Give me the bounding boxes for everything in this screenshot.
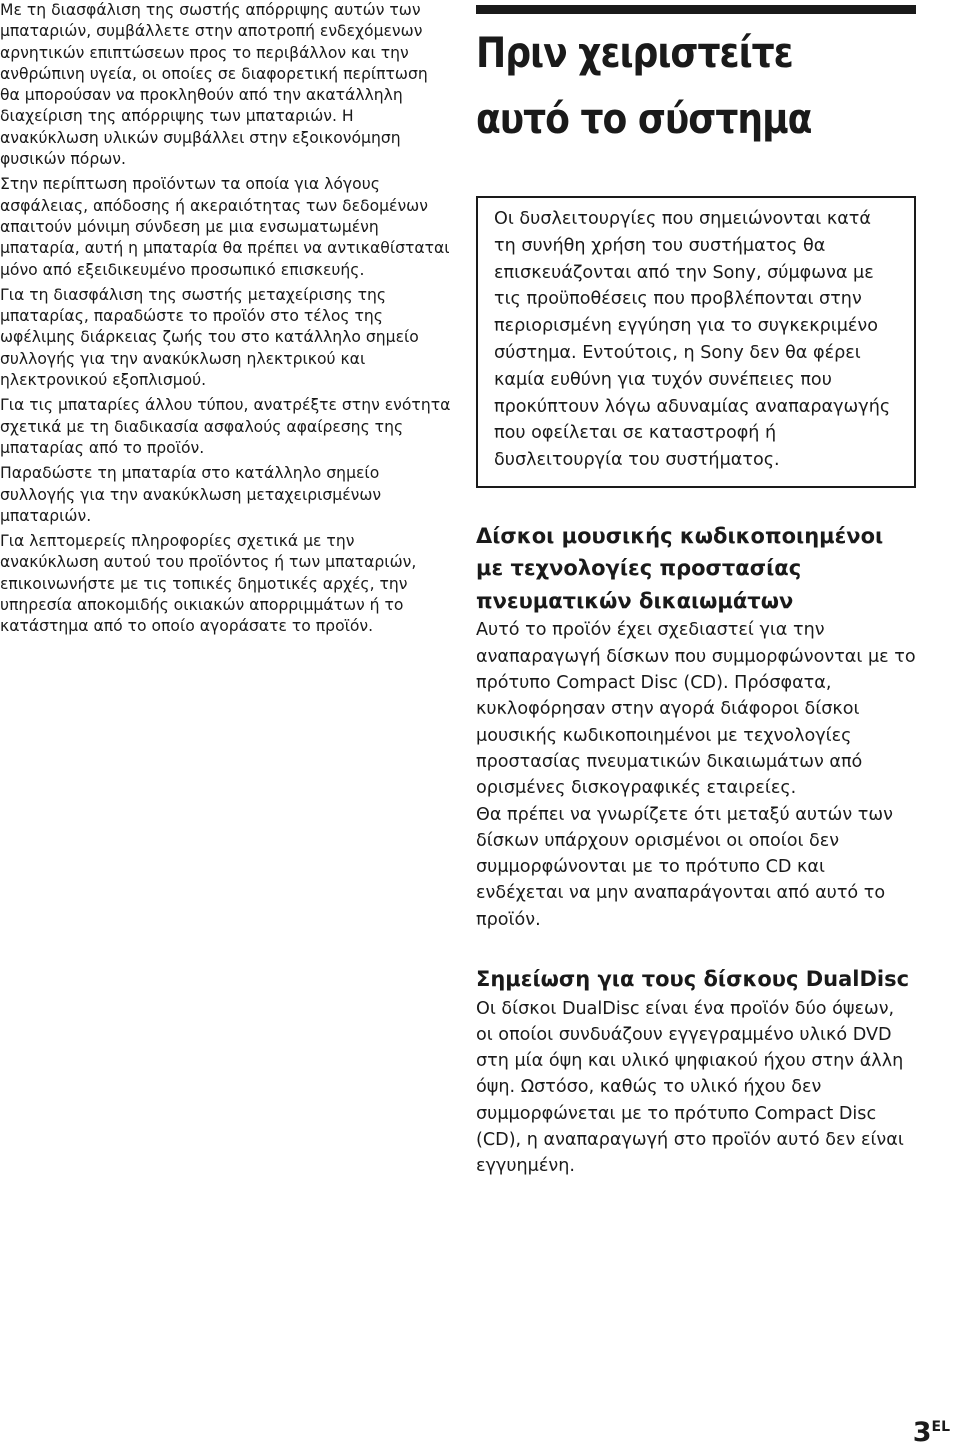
dualdisc-paragraph: Οι δίσκοι DualDisc είναι ένα προϊόν δύο όψεων, οι οποίοι συνδυάζουν εγγεγραμμένο υλικό DVD στη μία όψη και υλικό ψηφιακού ήχου στην άλλη όψη. Ωστόσο, καθώς το υλικό ήχου δεν συμμορφώνεται με το πρότυπο Compact Disc (CD), η αναπαραγωγή στο προϊόν αυτό δεν είναι εγγυημένη. [476,998,904,1177]
recycling-info-paragraph: Για λεπτομερείς πληροφορίες σχετικά με την ανακύκλωση αυτού του προϊόντος ή των μπαταριών, επικοινωνήστε με τις τοπικές δημοτικές αρχές, την υπηρεσία αποκομιδής οικιακών απορριμμάτων ή το κατάστημα από το οποίο αγοράσατε το προϊόν. [0,532,417,636]
language-code: EL [931,1419,950,1435]
copyright-discs-section [476,520,916,933]
dualdisc-section [476,963,916,1180]
other-battery-types-paragraph: Για τις μπαταρίες άλλου τύπου, ανατρέξτε στην ενότητα σχετικά με τη διαδικασία ασφαλούς αφαίρεσης της μπαταρίας από το προϊόν. [0,396,451,457]
left-column [0,0,452,638]
title-rule [476,5,916,14]
page-title-line-2: αυτό το σύστημα [476,94,812,143]
dualdisc-heading: Σημείωση για τους δίσκους DualDisc [476,967,910,992]
battery-handling-paragraph: Για τη διασφάλιση της σωστής μεταχείρισης της μπαταρίας, παραδώστε το προϊόν στο τέλος της ωφέλιμης διάρκειας ζωής του στο κατάλληλο σημείο συλλογής για την ανακύκλωση ηλεκτρικού και ηλεκτρονικού εξοπλισμού. [0,285,419,390]
right-column [476,0,916,1180]
built-in-battery-paragraph: Στην περίπτωση προϊόντων τα οποία για λόγους ασφάλειας, απόδοσης ή ακεραιότητας των δεδομένων απαιτούν μόνιμη σύνδεση με μια ενσωματωμένη μπαταρία, αυτή η μπαταρία θα πρέπει να αντικαθίσταται μόνο από εξειδικευμένο προσωπικό επισκευής. [0,175,450,279]
page-title [476,20,854,152]
page-number-value: 3 [912,1417,932,1448]
copyright-discs-heading: Δίσκοι μουσικής κωδικοποιημένοι με τεχνολογίες προστασίας πνευματικών δικαιωμάτων [476,523,884,613]
battery-disposal-paragraph: Με τη διασφάλιση της σωστής απόρριψης αυτών των μπαταριών, συμβάλλετε στην αποτροπή ενδεχόμενων αρνητικών επιπτώσεων προς το περιβάλλον και την ανθρώπινη υγεία, οι οποίες σε διαφορετική περίπτωση θα μπορούσαν να προκληθούν από την ακατάλληλη διαχείριση της απόρριψης των μπαταριών. Η ανακύκλωση υλικών συμβάλλει στην εξοικονόμηση φυσικών πόρων. [0,1,428,169]
warranty-note-box [476,196,916,488]
copyright-discs-paragraph-2: Θα πρέπει να γνωρίζετε ότι μεταξύ αυτών των δίσκων υπάρχουν ορισμένοι οι οποίοι δεν συμμορφώνονται με το πρότυπο CD και ενδέχεται να μην αναπαράγονται από αυτό το προϊόν. [476,804,893,930]
copyright-discs-paragraph-1: Αυτό το προϊόν έχει σχεδιαστεί για την αναπαραγωγή δίσκων που συμμορφώνονται με το πρότυπο Compact Disc (CD). Πρόσφατα, κυκλοφόρησαν στην αγορά διάφοροι δίσκοι μουσικής κωδικοποιημένοι με τεχνολογίες προστασίας πνευματικών δικαιωμάτων από ορισμένες δισκογραφικές εταιρείες. [476,620,916,799]
warranty-note-text: Οι δυσλειτουργίες που σημειώνονται κατά τη συνήθη χρήση του συστήματος θα επισκευάζονται από την Sony, σύμφωνα με τις προϋποθέσεις που προβλέπονται στην περιορισμένη εγγύηση για το συγκεκριμένο σύστημα. Εντούτοις, η Sony δεν θα φέρει καμία ευθύνη για τυχόν συνέπειες που προκύπτουν λόγω αδυναμίας αναπαραγωγής που οφείλεται σε καταστροφή ή δυσλειτουργία του συστήματος. [494,209,891,471]
page-number [913,1412,950,1448]
page-title-line-1: Πριν χειριστείτε [476,28,793,77]
battery-collection-paragraph: Παραδώστε τη μπαταρία στο κατάλληλο σημείο συλλογής για την ανακύκλωση μεταχειρισμένων μπαταριών. [0,464,382,525]
